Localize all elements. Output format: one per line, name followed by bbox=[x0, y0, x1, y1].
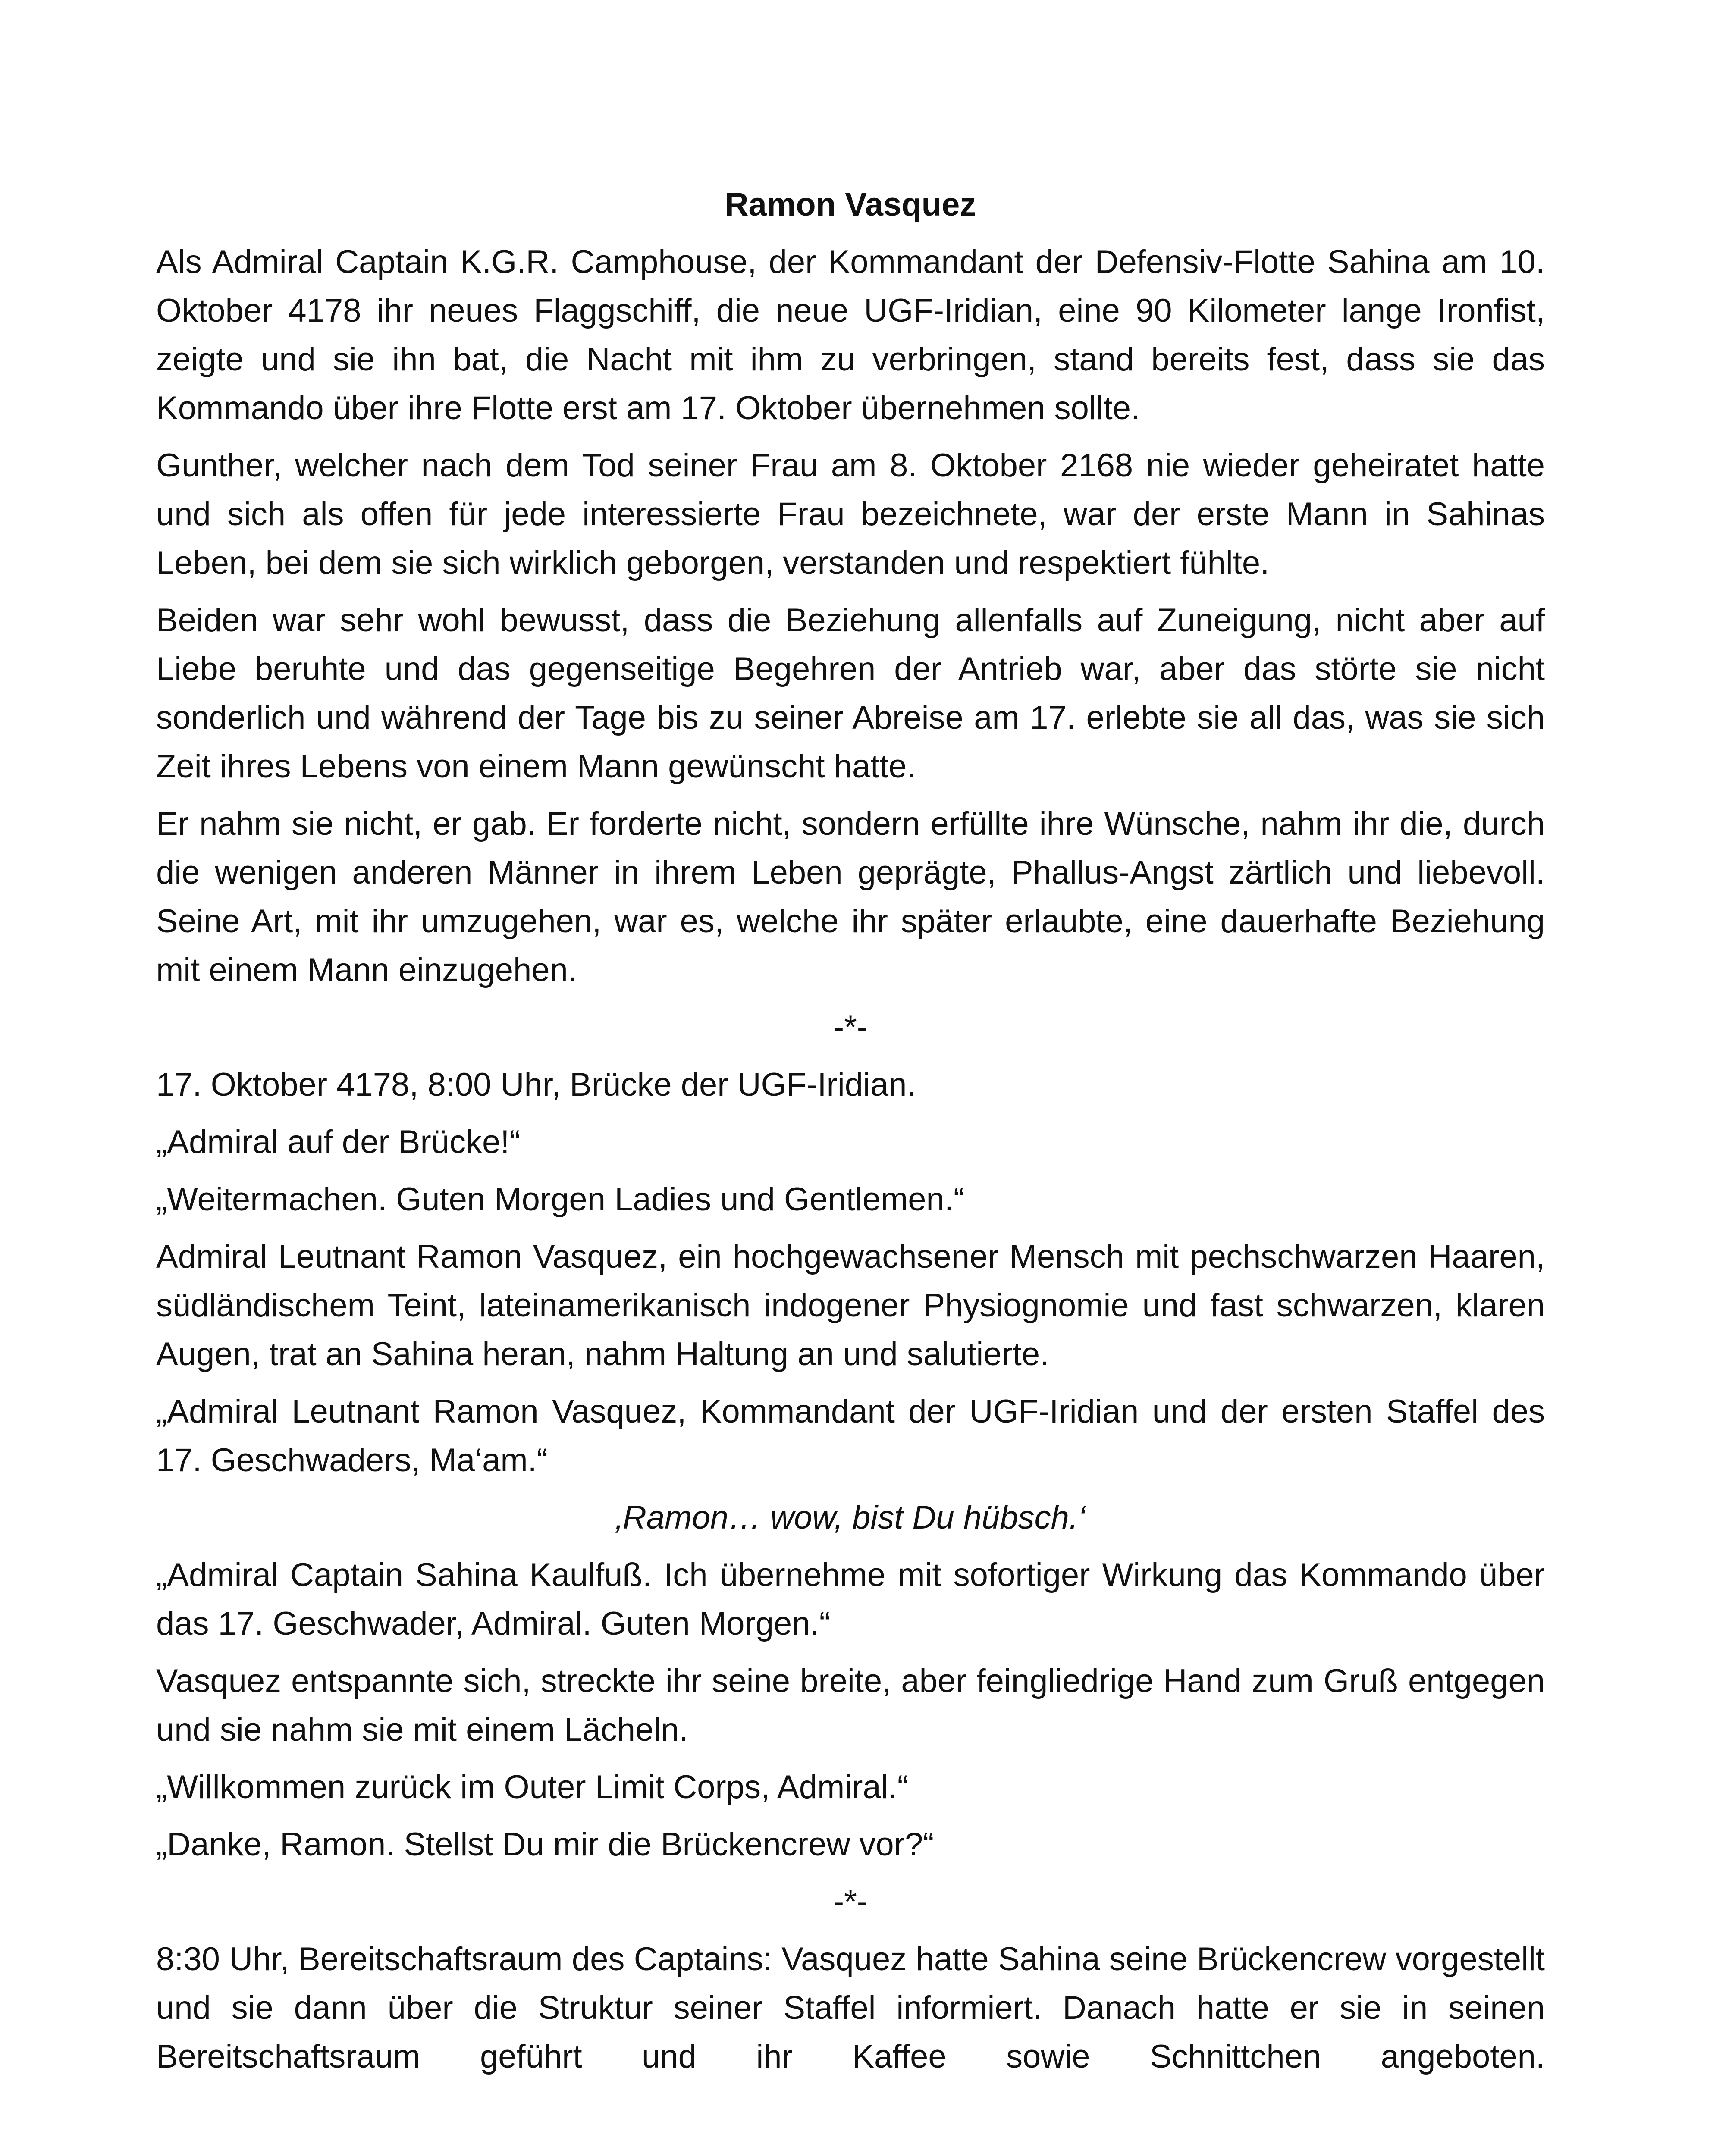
paragraph-11: Vasquez entspannte sich, streckte ihr seine breite, aber feingliedrige Hand zum Gruß entgegen und sie nahm sie mit einem Lächeln. bbox=[156, 1663, 1545, 1748]
paragraph-12: „Willkommen zurück im Outer Limit Corps, Admiral.“ bbox=[156, 1769, 909, 1805]
paragraph-13: „Danke, Ramon. Stellst Du mir die Brückencrew vor?“ bbox=[156, 1826, 934, 1863]
paragraph-10: „Admiral Captain Sahina Kaulfuß. Ich übernehme mit sofortiger Wirkung das Kommando über das 17. Geschwader, Admiral. Guten Morgen.“ bbox=[156, 1557, 1545, 1642]
paragraph-5: 17. Oktober 4178, 8:00 Uhr, Brücke der UGF-Iridian. bbox=[156, 1066, 916, 1103]
paragraph-8: Admiral Leutnant Ramon Vasquez, ein hochgewachsener Mensch mit pechschwarzen Haaren, südländischem Teint, lateinamerikanisch indogener Physiognomie und fast schwarzen, klaren Augen, trat an Sahina heran, nahm Haltung an und salutierte. bbox=[156, 1238, 1545, 1373]
paragraph-3: Beiden war sehr wohl bewusst, dass die Beziehung allenfalls auf Zuneigung, nicht aber auf Liebe beruhte und das gegenseitige Begehren der Antrieb war, aber das störte sie nicht sonderlich und während der Tage bis zu seiner Abreise am 17. erlebte sie all das, was sie sich Zeit ihres Lebens von einem Mann gewünscht hatte. bbox=[156, 602, 1545, 785]
chapter-title: Ramon Vasquez bbox=[725, 186, 976, 223]
paragraph-6: „Admiral auf der Brücke!“ bbox=[156, 1124, 521, 1160]
scene-separator-2: -*- bbox=[833, 1883, 868, 1920]
paragraph-7: „Weitermachen. Guten Morgen Ladies und Gentlemen.“ bbox=[156, 1181, 965, 1218]
page-body bbox=[156, 180, 1545, 2090]
paragraph-2: Gunther, welcher nach dem Tod seiner Frau am 8. Oktober 2168 nie wieder geheiratet hatte und sich als offen für jede interessierte Frau bezeichnete, war der erste Mann in Sahinas Leben, bei dem sie sich wirklich geborgen, verstanden und respektiert fühlte. bbox=[156, 447, 1545, 581]
paragraph-14: 8:30 Uhr, Bereitschaftsraum des Captains: Vasquez hatte Sahina seine Brückencrew vorgestellt und sie dann über die Struktur seiner Staffel informiert. Danach hatte er sie in seinen Bereitschaftsraum geführt und ihr Kaffee sowie Schnittchen angeboten. bbox=[156, 1941, 1545, 2075]
paragraph-4: Er nahm sie nicht, er gab. Er forderte nicht, sondern erfüllte ihre Wünsche, nahm ihr die, durch die wenigen anderen Männer in ihrem Leben geprägte, Phallus-Angst zärtlich und liebevoll. Seine Art, mit ihr umzugehen, war es, welche ihr später erlaubte, eine dauerhafte Beziehung mit einem Mann einzugehen. bbox=[156, 805, 1545, 988]
inner-thought: ‚Ramon… wow, bist Du hübsch.‘ bbox=[615, 1499, 1086, 1536]
scene-separator-1: -*- bbox=[833, 1009, 868, 1046]
paragraph-9: „Admiral Leutnant Ramon Vasquez, Kommandant der UGF-Iridian und der ersten Staffel des 17. Geschwaders, Ma‘am.“ bbox=[156, 1393, 1545, 1479]
paragraph-1: Als Admiral Captain K.G.R. Camphouse, der Kommandant der Defensiv-Flotte Sahina am 10. Oktober 4178 ihr neues Flaggschiff, die neue UGF-Iridian, eine 90 Kilometer lange Ironfist, zeigte und sie ihn bat, die Nacht mit ihm zu verbringen, stand bereits fest, dass sie das Kommando über ihre Flotte erst am 17. Oktober übernehmen sollte. bbox=[156, 244, 1545, 426]
